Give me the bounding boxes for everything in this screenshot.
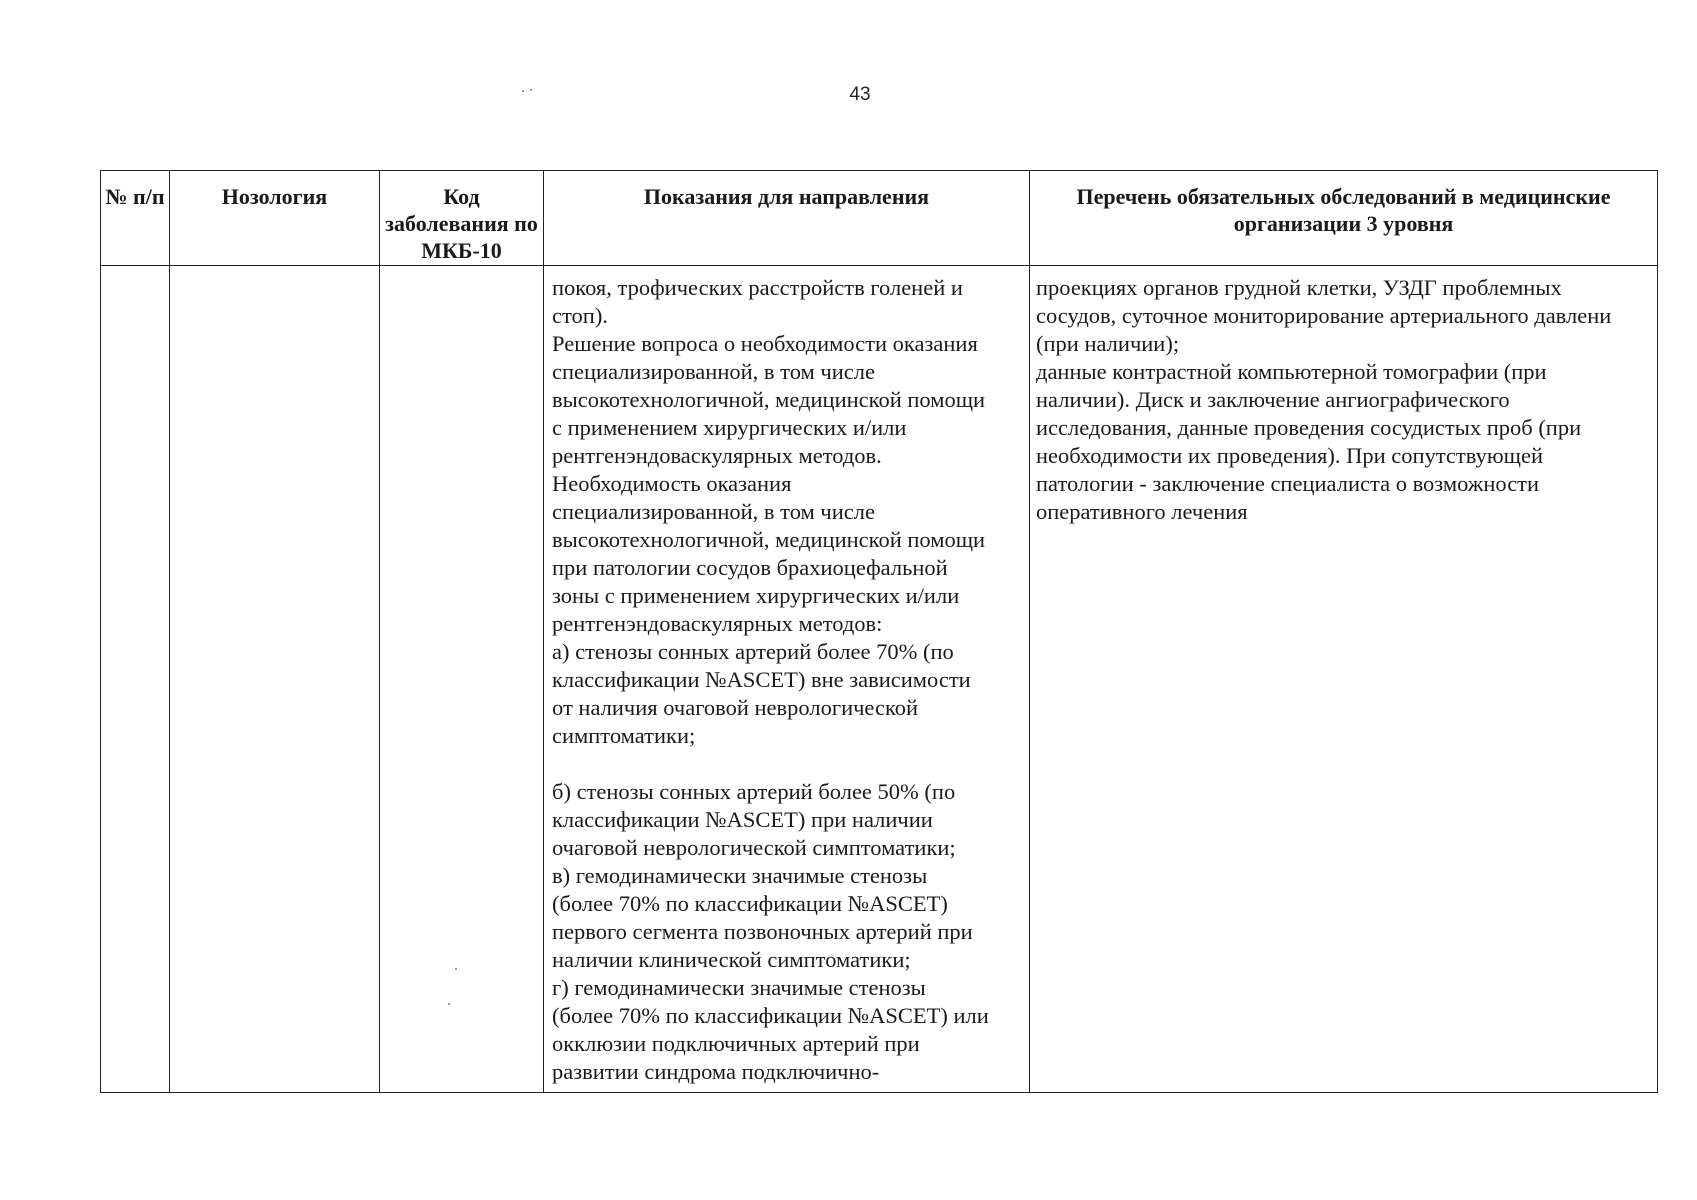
header-indications: Показания для направления bbox=[544, 171, 1030, 266]
indications-text-part2: б) стенозы сонных артерий более 50% (по классификации №ASCET) при наличии очаговой неврологической симптоматики; в) гемодинамически значимые стенозы (более 70% по классификации №ASCET) первого сегмента позвоночных артерий при наличии клинической симптоматики; г) гемодинамически значимые стенозы (более 70% по классификации №ASCET) или окклюзии подключичных артерий при развитии синдрома подключично- bbox=[552, 779, 989, 1084]
cell-num bbox=[101, 266, 170, 1093]
cell-nosology bbox=[170, 266, 380, 1093]
paragraph-gap bbox=[544, 750, 1029, 778]
table-row bbox=[101, 266, 1658, 1093]
referral-table bbox=[100, 170, 1658, 1093]
header-code: Код заболевания по МКБ-10 bbox=[380, 171, 544, 266]
scan-speck bbox=[530, 89, 532, 91]
header-num: № п/п bbox=[101, 171, 170, 266]
header-nosology: Нозология bbox=[170, 171, 380, 266]
cell-code-text bbox=[380, 266, 543, 274]
page-number: 43 bbox=[849, 84, 871, 105]
cell-exam-list bbox=[1030, 266, 1658, 1093]
cell-code bbox=[380, 266, 544, 1093]
cell-num-text bbox=[101, 266, 169, 274]
scan-speck bbox=[522, 90, 524, 92]
cell-indications bbox=[544, 266, 1030, 1093]
cell-nosology-text bbox=[170, 266, 379, 274]
header-exam-list: Перечень обязательных обследований в медицинские организации 3 уровня bbox=[1030, 171, 1658, 266]
indications-text-part1: покоя, трофических расстройств голеней и стоп). Решение вопроса о необходимости оказания специализированной, в том числе высокотехнологичной, медицинской помощи с применением хирургических и/или рентгенэндоваскулярных методов. Необходимость оказания специализированной, в том числе высокотехнологичной, медицинской помощи при патологии сосудов брахиоцефальной зоны с применением хирургических и/или рентгенэндоваскулярных методов: а) стенозы сонных артерий более 70% (по классификации №ASCET) вне зависимости от наличия очаговой неврологической симптоматики; bbox=[552, 275, 986, 748]
table-header-row bbox=[101, 171, 1658, 266]
exam-list-text: проекциях органов грудной клетки, УЗДГ проблемных сосудов, суточное мониторирование артериального давлени (при наличии); данные контрастной компьютерной томографии (при наличии). Диск и заключение ангиографического исследования, данные проведения сосудистых проб (при необходимости их проведения). При сопутствующей патологии - заключение специалиста о возможности оперативного лечения bbox=[1036, 275, 1612, 524]
